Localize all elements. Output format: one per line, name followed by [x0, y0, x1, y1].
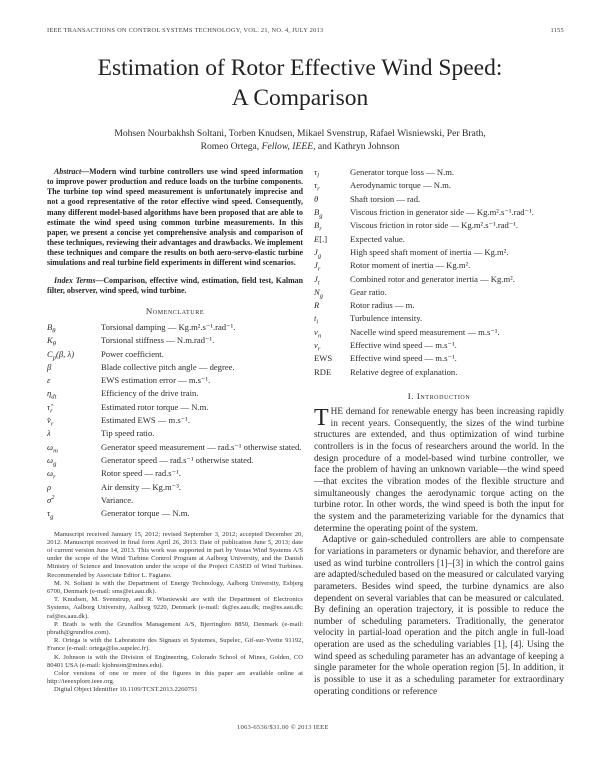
symbol-description: Gear ratio.	[350, 286, 387, 297]
title-line-2: A Comparison	[231, 85, 369, 111]
footnote-paragraph: Manuscript received January 15, 2012; revised September 3, 2012; accepted December 20, 2012. Manuscript received in final form April 26, 2013. Date of publication June 5, 2013; date of current version June 14, 2013. This work was supported in part by Vestas Wind Systems A/S under the scope of the Wind Turbine Control Program at Aalborg University, and the Danish Ministry of Science and Innovation under the scope of the Project CASED of Wind Turbines. Recommended by Associate Editor L. Fagiano.	[47, 530, 303, 579]
symbol: $J_r$	[314, 260, 321, 273]
symbol: $N_g$	[314, 286, 324, 300]
symbol: ρ	[47, 481, 52, 492]
footnote-paragraph: M. N. Soltani is with the Department of Energy Technology, Aalborg University, Esbjerg 6700, Denmark (e-mail: sms@et.aau.dk).	[47, 579, 303, 595]
symbol-description: Generator torque loss — N.m.	[350, 167, 455, 177]
symbol: EWS	[314, 353, 333, 364]
nomenclature-entry	[314, 367, 564, 380]
footnote-paragraph: K. Johnson is with the Division of Engineering, Colorado School of Mines, Golden, CO 80401 USA (e-mail: kjohnson@mines.edu).	[47, 653, 303, 669]
symbol-description: Nacelle wind speed measurement — m.s⁻¹.	[350, 326, 500, 337]
symbol: R	[314, 300, 320, 311]
nomenclature-entry	[314, 167, 564, 180]
right-column	[314, 167, 564, 698]
footnote-paragraph: P. Brath is with the Grundfos Management A/S, Bjerringbro 8850, Denmark (e-mail: pbrath@grundfos.com).	[47, 620, 303, 636]
symbol-description: Air density — Kg.m⁻³.	[101, 481, 181, 492]
symbol-description: Combined rotor and generator inertia — Kg.m².	[350, 273, 515, 284]
symbol: $B_\theta$	[47, 321, 56, 335]
index-terms-label: Index Terms—	[54, 275, 104, 285]
nomenclature-entry	[47, 455, 303, 468]
symbol-description: Variance.	[101, 494, 134, 505]
nomenclature-entry	[47, 402, 303, 415]
index-terms-text: Comparison, effective wind, estimation, field test, Kalman filter, observer, wind speed, wind turbine.	[47, 275, 303, 295]
nomenclature-entry	[47, 468, 303, 481]
authors-line-2: Romeo Ortega, Fellow, IEEE, and Kathryn Johnson	[200, 141, 400, 152]
nomenclature-heading: Nomenclature	[145, 305, 205, 316]
nomenclature-entry	[47, 428, 303, 441]
footnote-block	[47, 531, 303, 695]
symbol: $C_p(\beta$, λ)	[47, 348, 75, 362]
footnote-paragraph: Color versions of one or more of the figures in this paper are available online at http://ieeexplore.ieee.org.	[47, 670, 303, 686]
copyright-footer: 1063-6536/$31.00 © 2013 IEEE	[237, 724, 329, 731]
nomenclature-entry	[314, 207, 564, 220]
symbol: $J_t$	[314, 273, 320, 287]
symbol-description: Effective wind speed — m.s⁻¹.	[350, 353, 457, 364]
symbol-description: High speed shaft moment of inertia — Kg.m².	[350, 246, 509, 257]
nomenclature-entry	[314, 274, 564, 287]
paper-title	[0, 53, 600, 113]
nomenclature-entry	[314, 313, 564, 326]
symbol: $K_\theta$	[47, 335, 56, 348]
symbol: θ	[314, 193, 319, 204]
nomenclature-entry	[47, 495, 303, 508]
running-head	[47, 27, 564, 34]
symbol-description: Expected value.	[350, 233, 405, 244]
symbol-description: Generator speed — rad.s⁻¹ otherwise stated.	[101, 455, 254, 465]
authors-line-1: Mohsen Nourbakhsh Soltani, Torben Knudsen, Mikael Svenstrup, Rafael Wisniewski, Per Brath,	[114, 128, 486, 139]
symbol: $t_i$	[314, 313, 319, 327]
symbol-description: Generator torque — N.m.	[101, 508, 190, 519]
abstract-label: Abstract—	[54, 167, 90, 176]
symbol: $v_n$	[314, 326, 322, 340]
symbol-description: Estimated rotor torque — N.m.	[101, 401, 209, 412]
two-column-body	[47, 167, 564, 698]
left-column	[47, 167, 303, 698]
footnote-paragraph: T. Knudsen, M. Svenstrup, and R. Wisniewski are with the Department of Electronics Systems, Aalborg University, Aalborg 9220, Denmark (e-mail: tk@es.aau.dk; ms@es.aau.dk; raf@es.aau.dk).	[47, 596, 303, 620]
intro-paragraph-1: THE demand for renewable energy has been increasing rapidly in recent years. Consequently, the sizes of the wind turbine structures are extended, and thus optimization of wind turbine controllers is in the focus of researchers around the world. In the design procedure of a model-based wind turbine controller, we face the problem of having an unknown variable—the wind speed—that excites the vibration modes of the flexible structure and simultaneously changes the aerodynamic torque acting on the turbine rotor. In other words, the wind speed is both the input for the system and the parameterizing variable for the dynamics that determine the operating point of the system.	[314, 405, 564, 534]
intro-paragraph-2: Adaptive or gain-scheduled controllers are able to compensate for variations in parameters or dynamic behavior, and therefore are used as wind turbine controllers [1]–[3] in which the control gains are adapted/scheduled based on the measured or calculated varying parameters. Besides wind speed, the turbine dynamics are also dependent on several variables that can be measured or calculated. By defining an operation trajectory, it is possible to reduce the number of scheduling parameters. Traditionally, the generator velocity in partial-load operation and the pitch angle in full-load operation are used as the scheduling variables [1], [4]. Using the wind speed as scheduling parameter has an advantage of keeping a single parameter for the whole operation region [5]. In addition, it is possible to use it as a scheduling parameter for extraordinary operating conditions or reference	[314, 535, 564, 697]
nomenclature-entry	[47, 415, 303, 428]
symbol-description: Estimated EWS — m.s⁻¹.	[101, 415, 190, 426]
symbol-description: Viscous friction in rotor side — Kg.m².s⁻¹.rad⁻¹.	[350, 220, 519, 231]
symbol: $\omega_m$	[47, 441, 58, 455]
abstract-text: Modern wind turbine controllers use wind speed information to improve power production and reduce loads on the turbine components. The turbine top wind speed measurement is unfortunately imprecise and not a good representative of the rotor effective wind speed. Consequently, many different model-based algorithms have been proposed that are able to estimate the wind speed using common turbine measurements. In this paper, we present a concise yet comprehensive analysis and comparison of these techniques, reviewing their advantages and drawbacks. We implement these techniques and compare the results on both aero-servo-elastic turbine simulations and real turbine field experiments in different wind scenarios.	[47, 167, 303, 268]
symbol: $B_g$	[314, 206, 323, 220]
symbol: β	[47, 361, 52, 372]
symbol-description: Aerodynamic torque — N.m.	[350, 180, 451, 191]
symbol-description: Torsional damping — Kg.m².s⁻¹.rad⁻¹.	[101, 321, 236, 332]
symbol-description: Rotor radius — m.	[350, 300, 415, 311]
symbol: $\omega_r$	[47, 468, 56, 482]
symbol-description: Generator speed measurement — rad.s⁻¹ otherwise stated.	[101, 441, 302, 452]
symbol: λ	[47, 428, 51, 439]
title-line-1: Estimation of Rotor Effective Wind Speed:	[97, 55, 503, 81]
symbol: $\omega_g$	[47, 455, 57, 468]
symbol: $\tau_g$	[47, 508, 54, 521]
symbol-description: Rotor speed — rad.s⁻¹.	[101, 468, 181, 479]
symbol-description: Shaft torsion — rad.	[350, 193, 421, 204]
drop-cap: T	[314, 405, 329, 431]
nomenclature-list-right	[314, 167, 564, 380]
symbol: $\sigma^2$	[47, 494, 55, 505]
symbol: $v_r$	[314, 340, 321, 353]
nomenclature-entry	[314, 327, 564, 340]
symbol-description: Tip speed ratio.	[101, 428, 155, 439]
symbol: $\tau_r$	[314, 180, 320, 194]
symbol-description: Torsional stiffness — N.m.rad⁻¹.	[101, 335, 215, 346]
nomenclature-entry	[47, 508, 303, 521]
symbol-description: Power coefficient.	[101, 348, 164, 359]
footnote-paragraph: R. Ortega is with the Laboratoire des Signaux et Systemes, Supelec, Gif-sur-Yvette 91192, France (e-mail: ortega@lss.supelec.fr).	[47, 637, 303, 653]
nomenclature-entry	[47, 335, 303, 348]
nomenclature-entry	[47, 322, 303, 335]
symbol: $B_r$	[314, 220, 322, 233]
journal-header: IEEE TRANSACTIONS ON CONTROL SYSTEMS TECHNOLOGY, VOL. 21, NO. 4, JULY 2013	[47, 27, 324, 34]
nomenclature-entry	[314, 234, 564, 247]
nomenclature-entry	[47, 482, 303, 495]
nomenclature-entry	[47, 362, 303, 375]
symbol-description: Relative degree of explanation.	[350, 366, 458, 377]
nomenclature-entry	[47, 442, 303, 455]
page-number: 1155	[550, 27, 564, 34]
symbol-description: Turbulence intensity.	[350, 313, 423, 324]
nomenclature-entry	[314, 194, 564, 207]
symbol-description: Rotor moment of inertia — Kg.m².	[350, 260, 471, 271]
symbol-description: EWS estimation error — m.s⁻¹.	[101, 375, 211, 386]
authors-block	[0, 127, 600, 153]
index-terms	[47, 276, 303, 296]
symbol-description: Viscous friction in generator side — Kg.m².s⁻¹.rad⁻¹.	[350, 206, 534, 217]
nomenclature-entry	[47, 388, 303, 401]
nomenclature-entry	[314, 247, 564, 260]
symbol: $v̂_r$	[47, 415, 54, 428]
nomenclature-entry	[314, 287, 564, 300]
nomenclature-entry	[314, 340, 564, 353]
symbol-description: Blade collective pitch angle — degree.	[101, 361, 235, 372]
symbol: $\taû_r$	[47, 401, 53, 415]
nomenclature-entry	[314, 300, 564, 313]
abstract	[47, 167, 303, 269]
nomenclature-list-left	[47, 322, 303, 522]
footnote-paragraph: Digital Object Identifier 10.1109/TCST.2013.2260751	[54, 686, 198, 694]
symbol: $\tau_l$	[314, 167, 319, 180]
symbol-description: Efficiency of the drive train.	[101, 388, 199, 399]
nomenclature-entry	[314, 353, 564, 366]
nomenclature-entry	[314, 220, 564, 233]
symbol: $J_g$	[314, 246, 322, 260]
nomenclature-entry	[314, 260, 564, 273]
nomenclature-entry	[314, 180, 564, 193]
introduction-heading: I. Introduction	[407, 391, 471, 401]
nomenclature-entry	[47, 349, 303, 362]
symbol: $\eta_{dt}$	[47, 388, 57, 402]
symbol: ε	[47, 375, 51, 386]
symbol: RDE	[314, 366, 332, 377]
symbol-description: Effective wind speed — m.s⁻¹.	[350, 340, 457, 351]
nomenclature-entry	[47, 375, 303, 388]
symbol: E[.]	[314, 233, 328, 244]
